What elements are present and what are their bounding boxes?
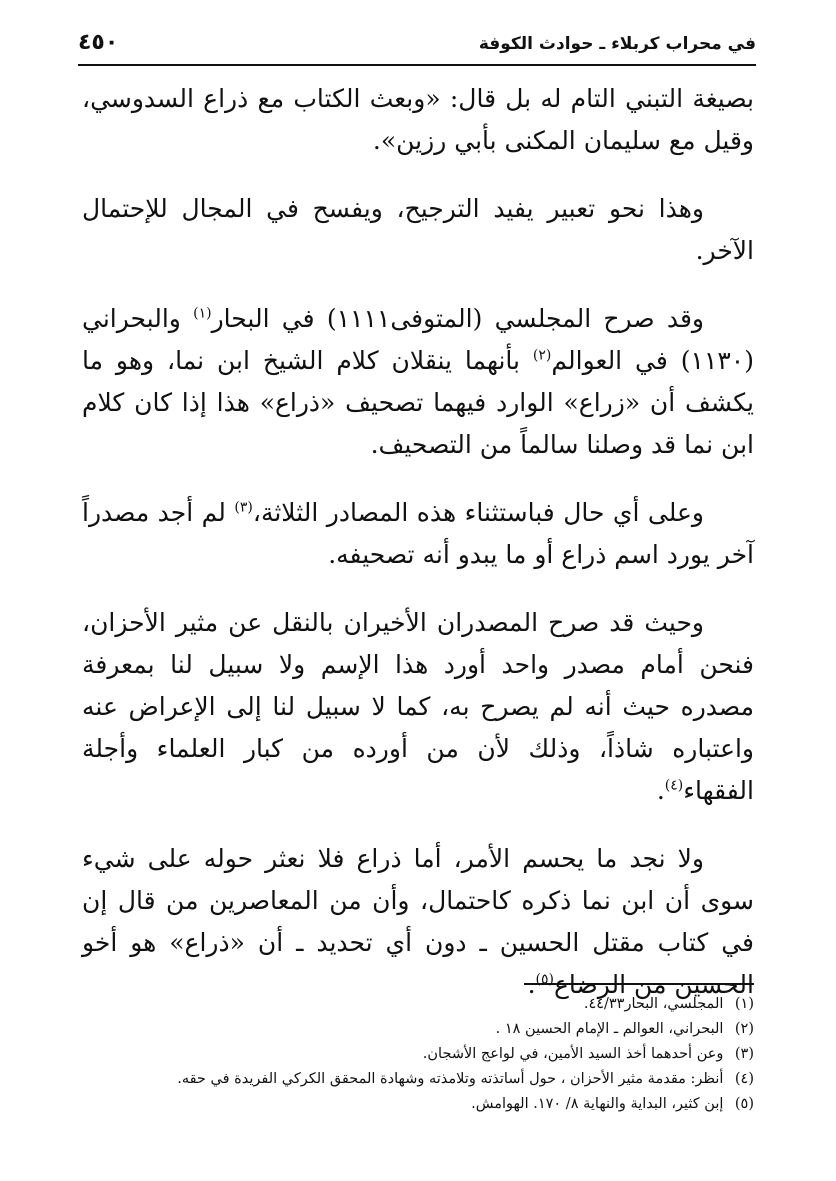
- paragraph-text: وحيث قد صرح المصدران الأخيران بالنقل عن مثير الأحزان، فنحن أمام مصدر واحد أورد هذا الإسم ولا سبيل لنا بمعرفة مصدره حيث أنه لم يصرح به، كما لا سبيل لنا إلى الإعراض عنه واعتباره شاذاً، وذلك لأن من أورده من كبار العلماء وأجلة الفقهاء: [82, 608, 754, 805]
- paragraph-text: وقد صرح المجلسي (المتوفى١١١١) في البحار: [211, 304, 704, 333]
- paragraph-3: [82, 298, 754, 466]
- footnotes: [82, 992, 754, 1117]
- footnote-number: (٢): [734, 1021, 754, 1037]
- paragraph-text: وعلى أي حال فباستثناء هذه المصادر الثلاثة،: [252, 498, 704, 527]
- paragraph-2: [82, 188, 754, 272]
- paragraph-text: لم أجد مصدراً آخر يورد اسم ذراع أو ما يبدو أنه تصحيفه.: [82, 498, 754, 569]
- footnote-3: [82, 1042, 754, 1067]
- paragraph-6: [82, 838, 754, 1006]
- paragraph-text: .: [656, 776, 665, 805]
- footnote-text: المجلسي، البحار٤٤/٣٣.: [583, 996, 724, 1012]
- footnote-ref-2[interactable]: (٢): [532, 347, 552, 364]
- footnote-text: البحراني، العوالم ـ الإمام الحسين ١٨ .: [495, 1021, 724, 1037]
- paragraph-text: وهذا نحو تعبير يفيد الترجيح، ويفسح في المجال للإحتمال الآخر.: [82, 194, 754, 265]
- footnote-ref-3[interactable]: (٣): [234, 499, 253, 516]
- running-title: في محراب كربلاء ـ حوادث الكوفة: [478, 34, 756, 54]
- footnote-number: (٥): [734, 1096, 754, 1112]
- footnote-ref-4[interactable]: (٤): [664, 777, 684, 794]
- paragraph-1: [82, 78, 754, 162]
- paragraph-text: .: [527, 970, 536, 999]
- footnote-text: أنظر: مقدمة مثير الأحزان ، حول أساتذته وتلامذته وشهادة المحقق الكركي الفريدة في حقه.: [177, 1071, 724, 1087]
- footnote-text: إبن كثير، البداية والنهاية ٨/ ١٧٠. الهوامش.: [471, 1096, 724, 1112]
- footnote-5: [82, 1092, 754, 1117]
- footnote-ref-5[interactable]: (٥): [535, 971, 554, 988]
- footnote-ref-1[interactable]: (١): [193, 305, 212, 322]
- page-number: ٤٥٠: [78, 30, 119, 55]
- paragraph-text: ولا نجد ما يحسم الأمر، أما ذراع فلا نعثر حوله على شيء سوى أن ابن نما ذكره كاحتمال، وأن من المعاصرين من قال إن في كتاب مقتل الحسين ـ دون أي تحديد ـ أن «ذراع» هو أخو الحسين من الرضاع: [82, 844, 754, 999]
- footnote-number: (٣): [734, 1046, 754, 1062]
- main-text: [82, 78, 754, 1032]
- footnote-text: وعن أحدهما أخذ السيد الأمين، في لواعج الأشجان.: [422, 1046, 724, 1062]
- footnote-2: [82, 1017, 754, 1042]
- paragraph-text: بصيغة التبني التام له بل قال: «وبعث الكتاب مع ذراع السدوسي، وقيل مع سليمان المكنى بأبي رزين».: [82, 84, 754, 155]
- paragraph-text: بأنهما ينقلان كلام الشيخ ابن نما، وهو ما يكشف أن «زراع» الوارد فيهما تصحيف «ذراع» هذا إذا كان كلام ابن نما قد وصلنا سالماً من التصحيف.: [82, 346, 754, 459]
- paragraph-text: والبحراني (١١٣٠) في العوالم: [82, 304, 754, 375]
- footnote-number: (٤): [734, 1071, 754, 1087]
- paragraph-4: [82, 492, 754, 576]
- footnote-4: [82, 1067, 754, 1092]
- paragraph-5: [82, 602, 754, 812]
- page-header: [78, 30, 756, 66]
- footnote-number: (١): [734, 996, 754, 1012]
- footnote-1: [82, 992, 754, 1017]
- footnote-divider: [524, 983, 754, 985]
